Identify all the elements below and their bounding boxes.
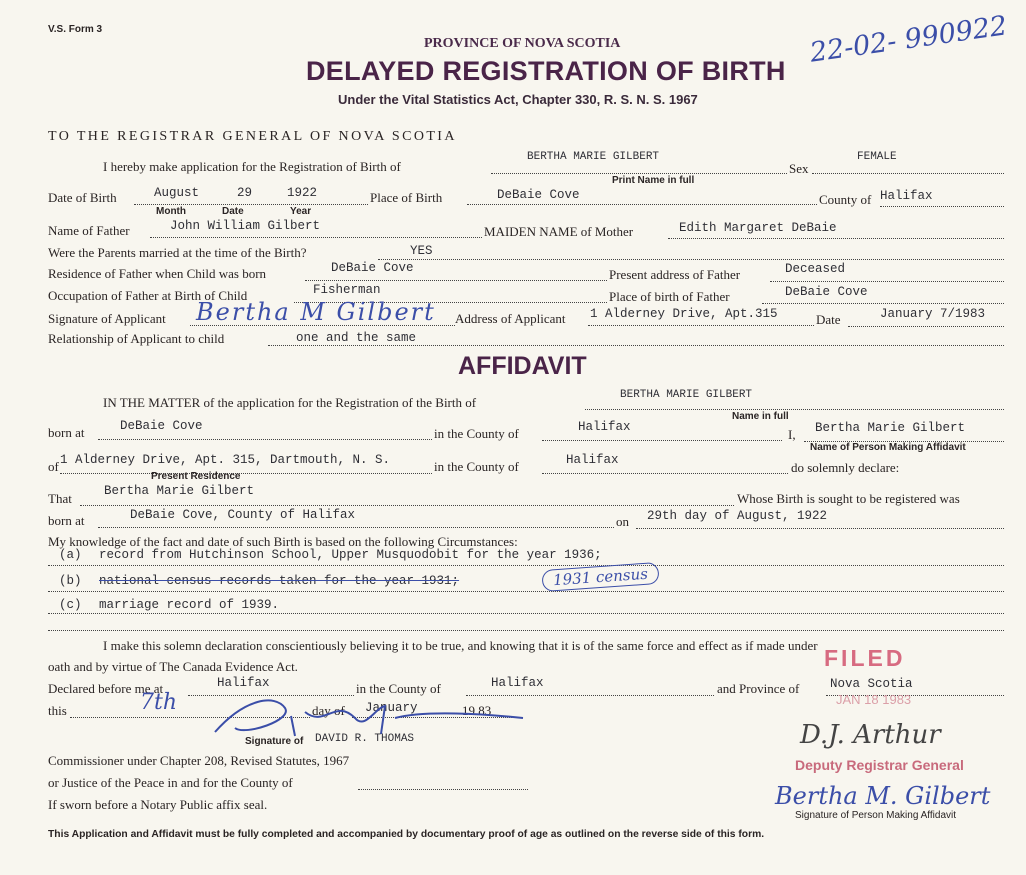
born-at-field[interactable]: DeBaie Cove [120, 419, 203, 433]
print-name-caption: Print Name in full [612, 175, 695, 186]
declare-label: do solemnly declare: [791, 460, 900, 475]
father-birthplace-label: Place of birth of Father [609, 289, 730, 304]
deputy-signature: D.J. Arthur [800, 720, 941, 750]
declaration-text-2: oath and by virtue of The Canada Evidence Act. [48, 659, 298, 674]
on-label: on [616, 514, 629, 529]
present-address-field[interactable]: Deceased [785, 262, 846, 276]
place-of-birth-label: Place of Birth [370, 190, 443, 205]
footer-notice: This Application and Affidavit must be fully completed and accompanied by documentary proof of age as outlined on the reverse side of this form. [48, 829, 765, 840]
signature-of-caption: Signature of [245, 736, 304, 747]
county-label: County of [819, 192, 872, 207]
filed-date-stamp: JAN 18 1983 [836, 692, 912, 707]
declaration-text: I make this solemn declaration conscientiously believing it to be true, and knowing that it is of the same force and effect as if made under [103, 638, 818, 653]
county-field-2[interactable]: Halifax [578, 420, 631, 434]
of-label: of [48, 459, 59, 474]
year-field[interactable]: 19 83 [462, 703, 492, 718]
sex-label: Sex [789, 161, 809, 176]
mother-field[interactable]: Edith Margaret DeBaie [679, 221, 837, 235]
sex-field[interactable]: FEMALE [857, 151, 897, 163]
applicant-address-field[interactable]: 1 Alderney Drive, Apt.315 [590, 307, 778, 321]
circumstance-c-label: (c) [59, 598, 82, 612]
i-label: I, [788, 427, 796, 442]
province-heading: PROVINCE OF NOVA SCOTIA [424, 36, 621, 51]
father-label: Name of Father [48, 223, 130, 238]
filed-stamp: FILED [824, 645, 906, 671]
handwritten-registration-number: 22-02- 990922 [808, 10, 1010, 69]
commissioner-line: Commissioner under Chapter 208, Revised Statutes, 1967 [48, 753, 350, 768]
matter-label: IN THE MATTER of the application for the Registration of the Birth of [103, 395, 477, 410]
applicant-name-field[interactable]: BERTHA MARIE GILBERT [527, 151, 660, 163]
married-field[interactable]: YES [410, 244, 433, 258]
deputy-registrar-stamp: Deputy Registrar General [795, 757, 964, 773]
affiant-signature: Bertha M. Gilbert [775, 782, 991, 810]
father-field[interactable]: John William Gilbert [170, 219, 321, 233]
present-address-label: Present address of Father [609, 267, 741, 282]
day-field[interactable]: 7th [140, 690, 178, 715]
born-at-label-2: born at [48, 513, 85, 528]
page-subtitle: Under the Vital Statistics Act, Chapter 330, R. S. N. S. 1967 [338, 92, 698, 107]
county-field[interactable]: Halifax [880, 189, 933, 203]
year-caption: Year [290, 206, 312, 217]
province-label: and Province of [717, 681, 800, 696]
county-field-4[interactable]: Halifax [491, 676, 544, 690]
day-of-label: day of [312, 703, 345, 718]
relationship-field[interactable]: one and the same [296, 331, 417, 345]
page-title: DELAYED REGISTRATION OF BIRTH [306, 56, 786, 86]
name-full-caption: Name in full [732, 411, 789, 422]
whose-birth-label: Whose Birth is sought to be registered was [737, 491, 960, 506]
applicant-address-label: Address of Applicant [455, 311, 566, 326]
justice-line: or Justice of the Peace in and for the County of [48, 775, 293, 790]
affidavit-title: AFFIDAVIT [458, 352, 587, 380]
intro-label: I hereby make application for the Registration of Birth of [103, 159, 401, 174]
month-field[interactable]: January [365, 701, 418, 715]
dob-day-field[interactable]: 29 [237, 186, 253, 200]
application-date-field[interactable]: January 7/1983 [880, 307, 986, 321]
residence-label: Residence of Father when Child was born [48, 266, 267, 281]
affiant-signature-caption: Signature of Person Making Affidavit [795, 810, 957, 821]
province-field[interactable]: Nova Scotia [830, 677, 913, 691]
this-label: this [48, 703, 67, 718]
birth-date-field[interactable]: 29th day of August, 1922 [647, 509, 828, 523]
dob-year-field[interactable]: 1922 [287, 186, 318, 200]
occupation-field[interactable]: Fisherman [313, 283, 381, 297]
form-number: V.S. Form 3 [48, 24, 103, 35]
signature-label: Signature of Applicant [48, 311, 166, 326]
father-birthplace-field[interactable]: DeBaie Cove [785, 285, 868, 299]
circumstance-c-field[interactable]: marriage record of 1939. [99, 598, 280, 612]
county-field-3[interactable]: Halifax [566, 453, 619, 467]
declared-label: Declared before me at [48, 681, 164, 696]
matter-name-field[interactable]: BERTHA MARIE GILBERT [620, 389, 753, 401]
circumstance-a-field[interactable]: record from Hutchinson School, Upper Musquodobit for the year 1936; [99, 548, 602, 562]
circumstance-b-label: (b) [59, 574, 82, 588]
circumstance-b-field[interactable]: national census records taken for the year 1931; [99, 574, 460, 588]
in-county-label-3: in the County of [356, 681, 441, 696]
commissioner-name: DAVID R. THOMAS [315, 733, 415, 745]
that-label: That [48, 491, 72, 506]
notary-line: If sworn before a Notary Public affix seal. [48, 797, 268, 812]
affiant-caption: Name of Person Making Affidavit [810, 442, 966, 453]
residence-caption: Present Residence [151, 471, 241, 482]
residence-field-2[interactable]: 1 Alderney Drive, Apt. 315, Dartmouth, N. S. [60, 453, 391, 467]
residence-field[interactable]: DeBaie Cove [331, 261, 414, 275]
that-name-field[interactable]: Bertha Marie Gilbert [104, 484, 255, 498]
mother-label: MAIDEN NAME of Mother [484, 224, 634, 239]
month-caption: Month [156, 206, 186, 217]
born-at-label: born at [48, 425, 85, 440]
circumstance-a-label: (a) [59, 548, 82, 562]
married-label: Were the Parents married at the time of the Birth? [48, 245, 307, 260]
date-caption: Date [222, 206, 244, 217]
addressee: TO THE REGISTRAR GENERAL OF NOVA SCOTIA [48, 129, 457, 144]
knowledge-label: My knowledge of the fact and date of such Birth is based on the following Circumstances: [48, 534, 518, 549]
dob-label: Date of Birth [48, 190, 117, 205]
dob-month-field[interactable]: August [154, 186, 200, 200]
relationship-label: Relationship of Applicant to child [48, 331, 225, 346]
in-county-label: in the County of [434, 426, 519, 441]
in-county-label-2: in the County of [434, 459, 519, 474]
occupation-label: Occupation of Father at Birth of Child [48, 288, 248, 303]
date-label: Date [816, 312, 841, 327]
declared-at-field[interactable]: Halifax [217, 676, 270, 690]
place-of-birth-field[interactable]: DeBaie Cove [497, 188, 580, 202]
census-correction-note: 1931 census [541, 562, 659, 592]
affiant-name-field[interactable]: Bertha Marie Gilbert [815, 421, 966, 435]
applicant-signature: Bertha M Gilbert [196, 298, 436, 326]
born-at-field-2[interactable]: DeBaie Cove, County of Halifax [130, 508, 356, 522]
